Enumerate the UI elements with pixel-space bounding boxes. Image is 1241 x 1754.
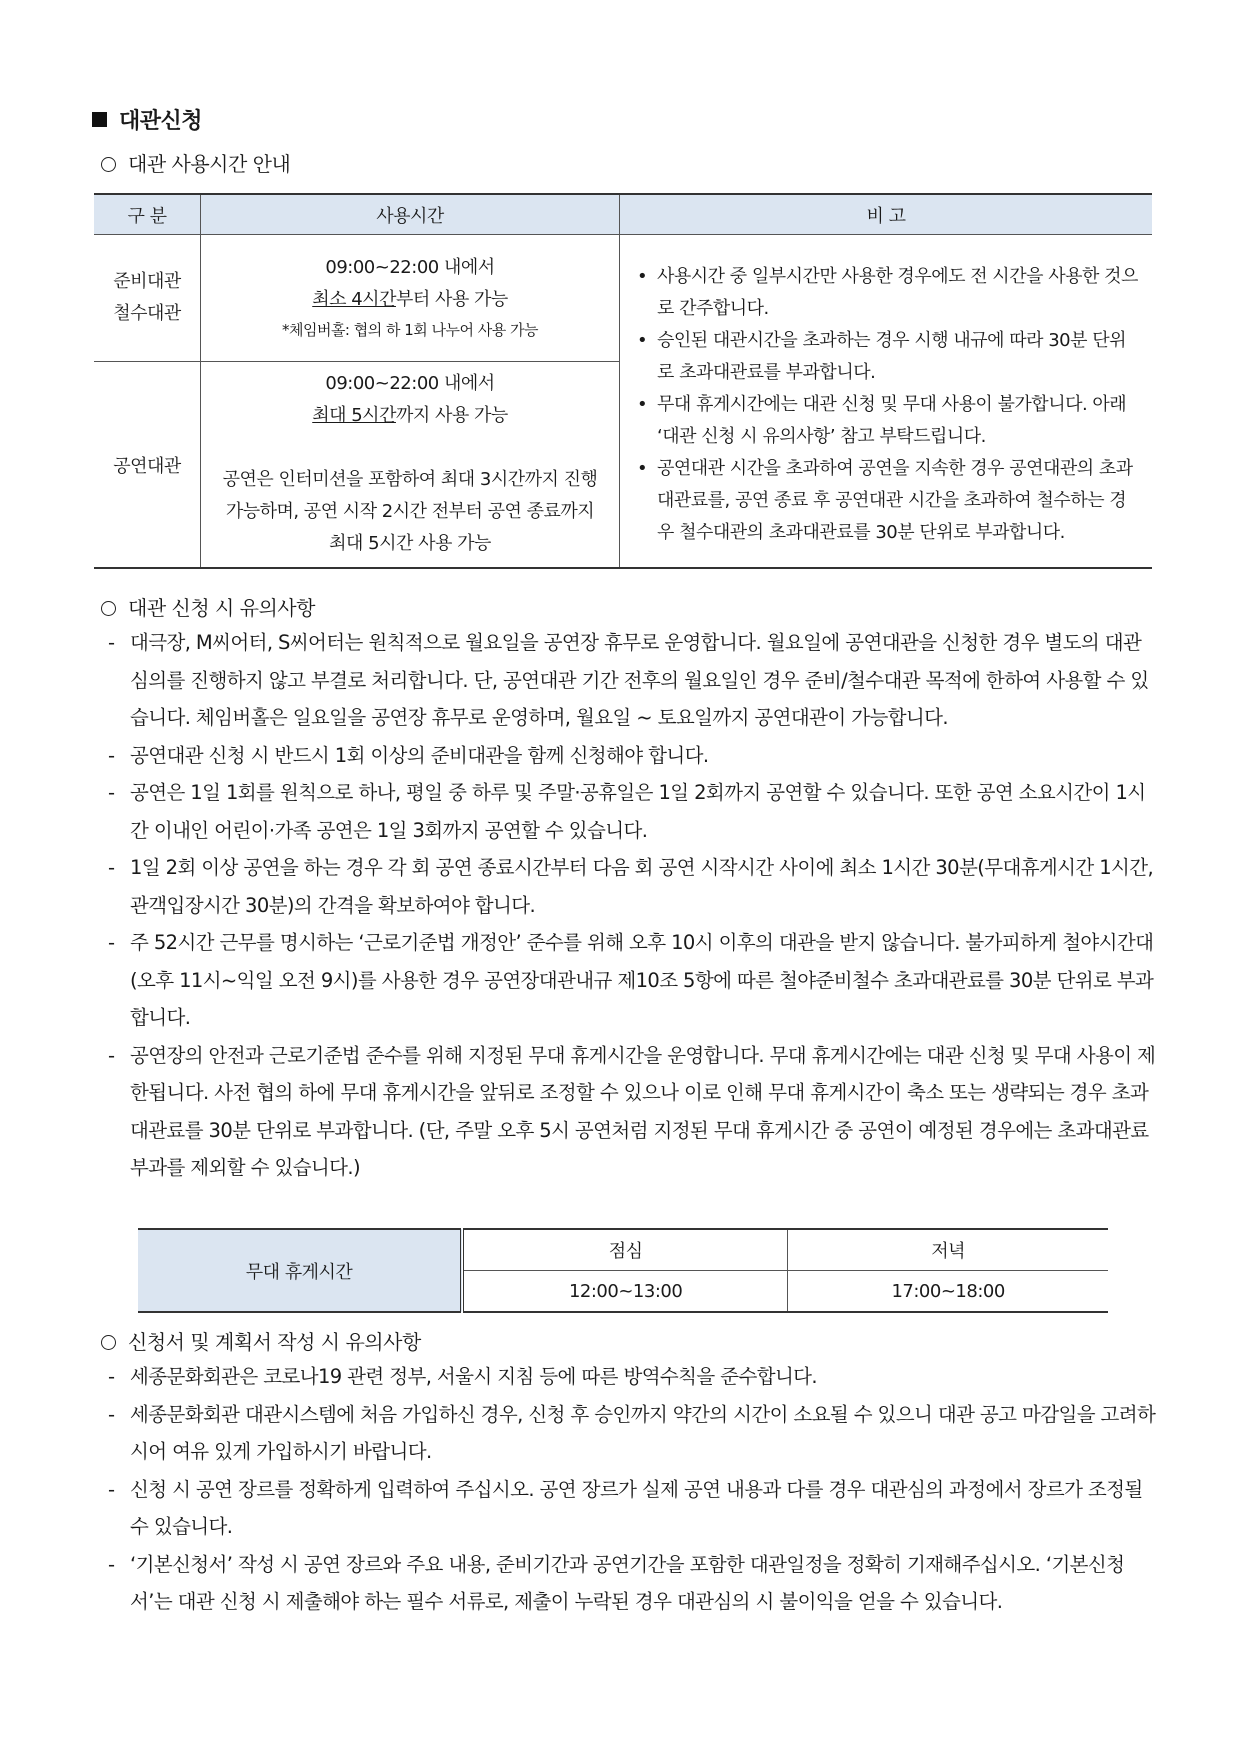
category-cell: 공연대관: [94, 362, 201, 569]
forms-list: [108, 1358, 1158, 1621]
list-item: - 공연대관 신청 시 반드시 1회 이상의 준비대관을 함께 신청해야 합니다.: [108, 737, 1158, 775]
notes-heading: 대관 신청 시 유의사항: [101, 592, 315, 621]
usage-time-heading: 대관 사용시간 안내: [101, 148, 290, 177]
row-label: 무대 휴게시간: [138, 1229, 462, 1312]
circle-bullet-icon: [101, 1335, 116, 1350]
list-item: - 세종문화회관 대관시스템에 처음 가입하신 경우, 신청 후 승인까지 약간의 시간이 소요될 수 있으니 대관 공고 마감일을 고려하시어 여유 있게 가입하시기 바랍니다.: [108, 1396, 1158, 1471]
list-item: - 공연장의 안전과 근로기준법 준수를 위해 지정된 무대 휴게시간을 운영합니다. 무대 휴게시간에는 대관 신청 및 무대 사용이 제한됩니다. 사전 협의 하에 무대 휴게시간을 앞뒤로 조정할 수 있으나 이로 인해 무대 휴게시간이 축소 또는 생략되는 경우 초과대관료를 30분 단위로 부과합니다. (단, 주말 오후 5시 공연처럼 지정된 무대 휴게시간 중 공연이 예정된 경우에는 초과대관료 부과를 제외할 수 있습니다.): [108, 1037, 1158, 1187]
notes-list: [108, 624, 1158, 1187]
list-item: • 사용시간 중 일부시간만 사용한 경우에도 전 시간을 사용한 것으로 간주합니다.: [635, 261, 1141, 325]
time-value: 12:00~13:00: [462, 1271, 788, 1313]
category-cell: 준비대관 철수대관: [94, 235, 201, 362]
column-header: 저녁: [788, 1229, 1108, 1271]
table-header-row: [94, 194, 1152, 235]
list-item: - 대극장, M씨어터, S씨어터는 원칙적으로 월요일을 공연장 휴무로 운영합니다. 월요일에 공연대관을 신청한 경우 별도의 대관심의를 진행하지 않고 부결로 처리합니다. 단, 공연대관 기간 전후의 월요일인 경우 준비/철수대관 목적에 한하여 사용할 수 있습니다. 체임버홀은 일요일을 공연장 휴무로 운영하며, 월요일 ~ 토요일까지 공연대관이 가능합니다.: [108, 624, 1158, 737]
usage-time-table: [94, 193, 1152, 569]
section-title: 대관신청: [92, 104, 202, 135]
list-item: - 주 52시간 근무를 명시하는 ‘근로기준법 개정안’ 준수를 위해 오후 10시 이후의 대관을 받지 않습니다. 불가피하게 철야시간대(오후 11시~익일 오전 9시)를 사용한 경우 공연장대관내규 제10조 5항에 따른 철야준비철수 초과대관료를 30분 단위로 부과합니다.: [108, 924, 1158, 1037]
stage-break-table: [138, 1228, 1108, 1313]
remarks-list: [621, 261, 1151, 557]
list-item: - 신청 시 공연 장르를 정확하게 입력하여 주십시오. 공연 장르가 실제 공연 내용과 다를 경우 대관심의 과정에서 장르가 조정될 수 있습니다.: [108, 1471, 1158, 1546]
remarks-cell: [620, 235, 1153, 569]
time-cell: 09:00~22:00 내에서 최소 4시간부터 사용 가능 *체임버홀: 협의 하 1회 나누어 사용 가능: [201, 235, 620, 362]
list-item: • 승인된 대관시간을 초과하는 경우 시행 내규에 따라 30분 단위로 초과대관료를 부과합니다.: [635, 325, 1141, 389]
list-item: • 무대 휴게시간에는 대관 신청 및 무대 사용이 불가합니다. 아래 ‘대관 신청 시 유의사항’ 참고 부탁드립니다.: [635, 389, 1141, 453]
list-item: • 공연대관 시간을 초과하여 공연을 지속한 경우 공연대관의 초과대관료를, 공연 종료 후 공연대관 시간을 초과하여 철수하는 경우 철수대관의 초과대관료를 30분 단위로 부과합니다.: [635, 453, 1141, 549]
column-header: 사용시간: [201, 194, 620, 235]
circle-bullet-icon: [101, 601, 116, 616]
column-header: 비 고: [620, 194, 1153, 235]
list-item: - 공연은 1일 1회를 원칙으로 하나, 평일 중 하루 및 주말·공휴일은 1일 2회까지 공연할 수 있습니다. 또한 공연 소요시간이 1시간 이내인 어린이·가족 공연은 1일 3회까지 공연할 수 있습니다.: [108, 774, 1158, 849]
time-cell: 09:00~22:00 내에서 최대 5시간까지 사용 가능 공연은 인터미션을 포함하여 최대 3시간까지 진행 가능하며, 공연 시작 2시간 전부터 공연 종료까지 최대 5시간 사용 가능: [201, 362, 620, 569]
column-header: 구 분: [94, 194, 201, 235]
circle-bullet-icon: [101, 157, 116, 172]
square-bullet-icon: [92, 112, 107, 127]
time-value: 17:00~18:00: [788, 1271, 1108, 1313]
column-header: 점심: [462, 1229, 788, 1271]
list-item: - ‘기본신청서’ 작성 시 공연 장르와 주요 내용, 준비기간과 공연기간을 포함한 대관일정을 정확히 기재해주십시오. ‘기본신청서’는 대관 신청 시 제출해야 하는 필수 서류로, 제출이 누락된 경우 대관심의 시 불이익을 얻을 수 있습니다.: [108, 1546, 1158, 1621]
list-item: - 세종문화회관은 코로나19 관련 정부, 서울시 지침 등에 따른 방역수칙을 준수합니다.: [108, 1358, 1158, 1396]
forms-heading: 신청서 및 계획서 작성 시 유의사항: [101, 1326, 421, 1355]
table-row: [94, 235, 1152, 362]
table-row: [138, 1229, 1108, 1271]
list-item: - 1일 2회 이상 공연을 하는 경우 각 회 공연 종료시간부터 다음 회 공연 시작시간 사이에 최소 1시간 30분(무대휴게시간 1시간, 관객입장시간 30분)의 간격을 확보하여야 합니다.: [108, 849, 1158, 924]
